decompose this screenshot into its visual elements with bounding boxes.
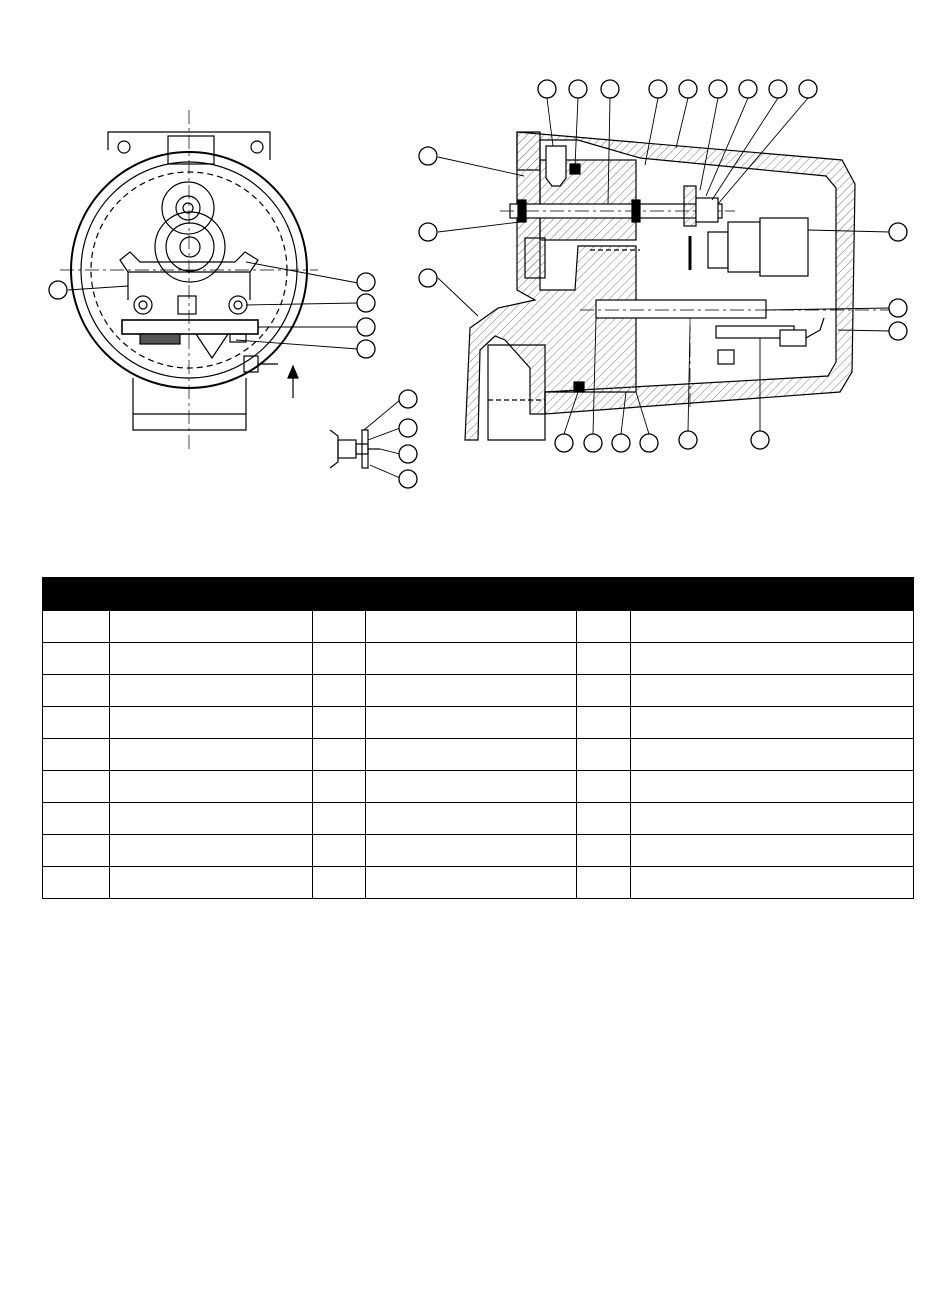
table-cell	[313, 835, 366, 867]
table-cell	[577, 707, 631, 739]
callout-bubble	[555, 434, 573, 452]
table-row	[43, 867, 914, 899]
callout-bubble	[49, 281, 67, 299]
parts-table	[42, 577, 914, 899]
callout-bubble	[399, 470, 417, 488]
table-cell	[43, 835, 110, 867]
detail-view	[330, 430, 380, 468]
header-cell	[631, 578, 914, 611]
callout-bubble	[679, 80, 697, 98]
table-cell	[577, 739, 631, 771]
header-cell	[366, 578, 577, 611]
table-cell	[43, 739, 110, 771]
callout-bubble	[601, 80, 619, 98]
header-cell	[577, 578, 631, 611]
callout-bubble	[419, 147, 437, 165]
callout-bubble	[799, 80, 817, 98]
table-cell	[577, 675, 631, 707]
callout-bubble	[889, 223, 907, 241]
callout-bubble	[640, 434, 658, 452]
table-cell	[313, 867, 366, 899]
callout-bubble	[612, 434, 630, 452]
table-cell	[43, 643, 110, 675]
callout-bubble	[357, 273, 375, 291]
table-cell	[631, 771, 914, 803]
callout-bubble	[419, 223, 437, 241]
table-cell	[631, 707, 914, 739]
table-cell	[43, 707, 110, 739]
table-row	[43, 611, 914, 643]
table-row	[43, 707, 914, 739]
callout-bubble	[357, 294, 375, 312]
table-cell	[313, 643, 366, 675]
table-cell	[366, 771, 577, 803]
table-cell	[366, 739, 577, 771]
table-row	[43, 675, 914, 707]
table-cell	[110, 867, 313, 899]
table-cell	[577, 835, 631, 867]
callout-bubble	[538, 80, 556, 98]
table-cell	[631, 803, 914, 835]
callout-bubble	[679, 431, 697, 449]
table-cell	[577, 771, 631, 803]
table-cell	[577, 803, 631, 835]
table-cell	[110, 707, 313, 739]
callout-bubble	[889, 322, 907, 340]
table-cell	[43, 611, 110, 643]
callout-bubble	[419, 269, 437, 287]
callout-bubble	[739, 80, 757, 98]
table-cell	[366, 707, 577, 739]
assembly-drawing	[0, 0, 950, 560]
header-cell	[313, 578, 366, 611]
table-cell	[313, 611, 366, 643]
header-cell	[43, 578, 110, 611]
table-row	[43, 771, 914, 803]
table-cell	[366, 803, 577, 835]
callout-bubble	[399, 419, 417, 437]
callout-bubble	[357, 340, 375, 358]
callout-bubble	[769, 80, 787, 98]
table-cell	[110, 739, 313, 771]
table-cell	[43, 675, 110, 707]
table-cell	[366, 611, 577, 643]
table-row	[43, 803, 914, 835]
table-row	[43, 643, 914, 675]
table-cell	[366, 867, 577, 899]
table-cell	[43, 771, 110, 803]
callout-bubble	[584, 434, 602, 452]
table-cell	[313, 707, 366, 739]
table-row	[43, 835, 914, 867]
table-cell	[577, 611, 631, 643]
table-cell	[43, 867, 110, 899]
table-cell	[110, 771, 313, 803]
callout-bubble	[709, 80, 727, 98]
table-cell	[366, 835, 577, 867]
table-row	[43, 739, 914, 771]
table-cell	[631, 675, 914, 707]
table-cell	[631, 739, 914, 771]
table-cell	[366, 643, 577, 675]
table-cell	[110, 835, 313, 867]
table-cell	[631, 867, 914, 899]
section-view	[465, 132, 900, 440]
parts-table-header	[43, 578, 914, 611]
callout-bubble	[357, 318, 375, 336]
callout-bubble	[649, 80, 667, 98]
table-cell	[110, 611, 313, 643]
table-cell	[313, 675, 366, 707]
table-cell	[110, 803, 313, 835]
callout-bubble	[569, 80, 587, 98]
callout-bubble	[399, 445, 417, 463]
header-cell	[110, 578, 313, 611]
table-cell	[110, 643, 313, 675]
table-cell	[366, 675, 577, 707]
table-cell	[631, 835, 914, 867]
table-cell	[631, 643, 914, 675]
callout-bubble	[889, 299, 907, 317]
table-cell	[110, 675, 313, 707]
table-cell	[631, 611, 914, 643]
table-cell	[313, 739, 366, 771]
table-cell	[313, 771, 366, 803]
callout-bubble	[751, 431, 769, 449]
callout-bubble	[399, 390, 417, 408]
table-cell	[577, 867, 631, 899]
front-view	[60, 110, 318, 450]
table-cell	[43, 803, 110, 835]
table-cell	[313, 803, 366, 835]
table-cell	[577, 643, 631, 675]
